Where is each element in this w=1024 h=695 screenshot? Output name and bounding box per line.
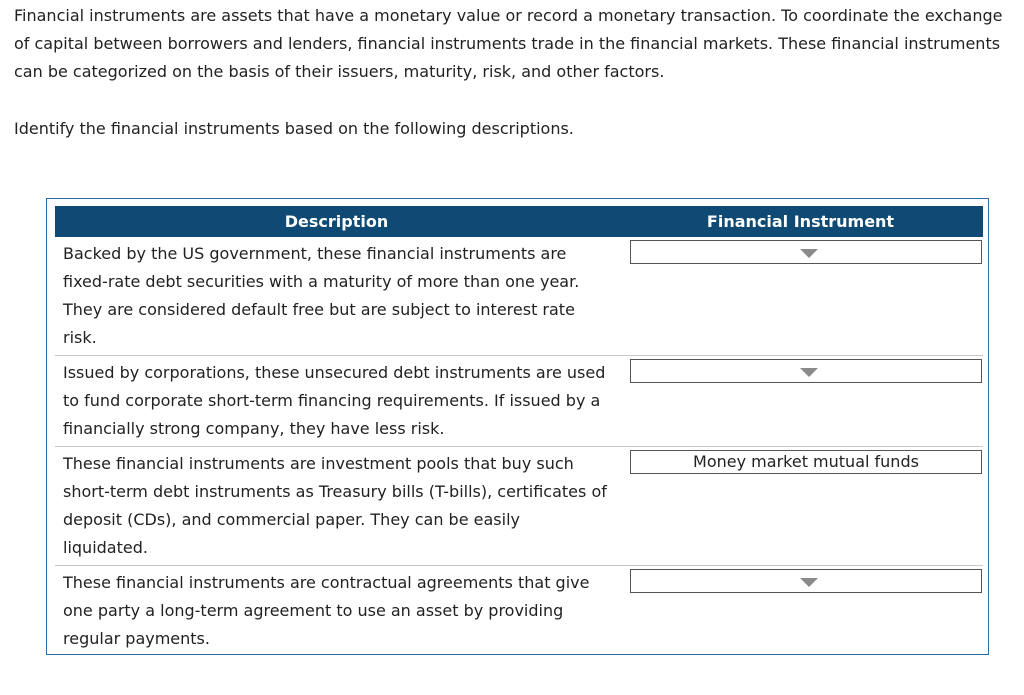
intro-paragraph: Financial instruments are assets that have a monetary value or record a monetary transaction. To coordinate the exchange of capital between borrowers and lenders, financial instruments trade in the financial markets. These financial instruments can be categorized on the basis of their issuers, maturity, risk, and other factors. xyxy=(14,6,1003,81)
chevron-down-icon xyxy=(800,578,818,587)
row-description: These financial instruments are investment pools that buy such short-term debt instruments as Treasury bills (T-bills), certificates of deposit (CDs), and commercial paper. They can be easily liquidated. xyxy=(55,447,618,566)
answer-cell xyxy=(618,356,983,447)
chevron-down-icon xyxy=(800,249,818,258)
row-description: Issued by corporations, these unsecured debt instruments are used to fund corporate short-term financing requirements. If issued by a financially strong company, they have less risk. xyxy=(55,356,618,447)
row-description: Backed by the US government, these financial instruments are fixed-rate debt securities with a maturity of more than one year. They are considered default free but are subject to interest rate risk. xyxy=(55,237,618,356)
answer-cell xyxy=(618,237,983,356)
table-row xyxy=(55,566,983,657)
matching-panel xyxy=(46,198,989,655)
instrument-dropdown[interactable] xyxy=(630,359,982,383)
answer-cell xyxy=(618,447,983,566)
matching-table xyxy=(55,206,983,656)
instrument-dropdown[interactable] xyxy=(630,240,982,264)
row-description: These financial instruments are contractual agreements that give one party a long-term agreement to use an asset by providing regular payments. xyxy=(63,573,590,648)
description-column-header: Description xyxy=(55,206,618,237)
table-row xyxy=(55,447,983,566)
chevron-down-icon xyxy=(800,368,818,377)
instrument-column-header: Financial Instrument xyxy=(618,206,983,237)
answer-cell xyxy=(618,566,983,657)
instruction-text: Identify the financial instruments based on the following descriptions. xyxy=(14,119,574,138)
table-row xyxy=(55,356,983,447)
table-row xyxy=(55,237,983,356)
instrument-dropdown[interactable] xyxy=(630,569,982,593)
table-header-row xyxy=(55,206,983,237)
dropdown-value: Money market mutual funds xyxy=(693,452,919,471)
instrument-dropdown[interactable] xyxy=(630,450,982,474)
